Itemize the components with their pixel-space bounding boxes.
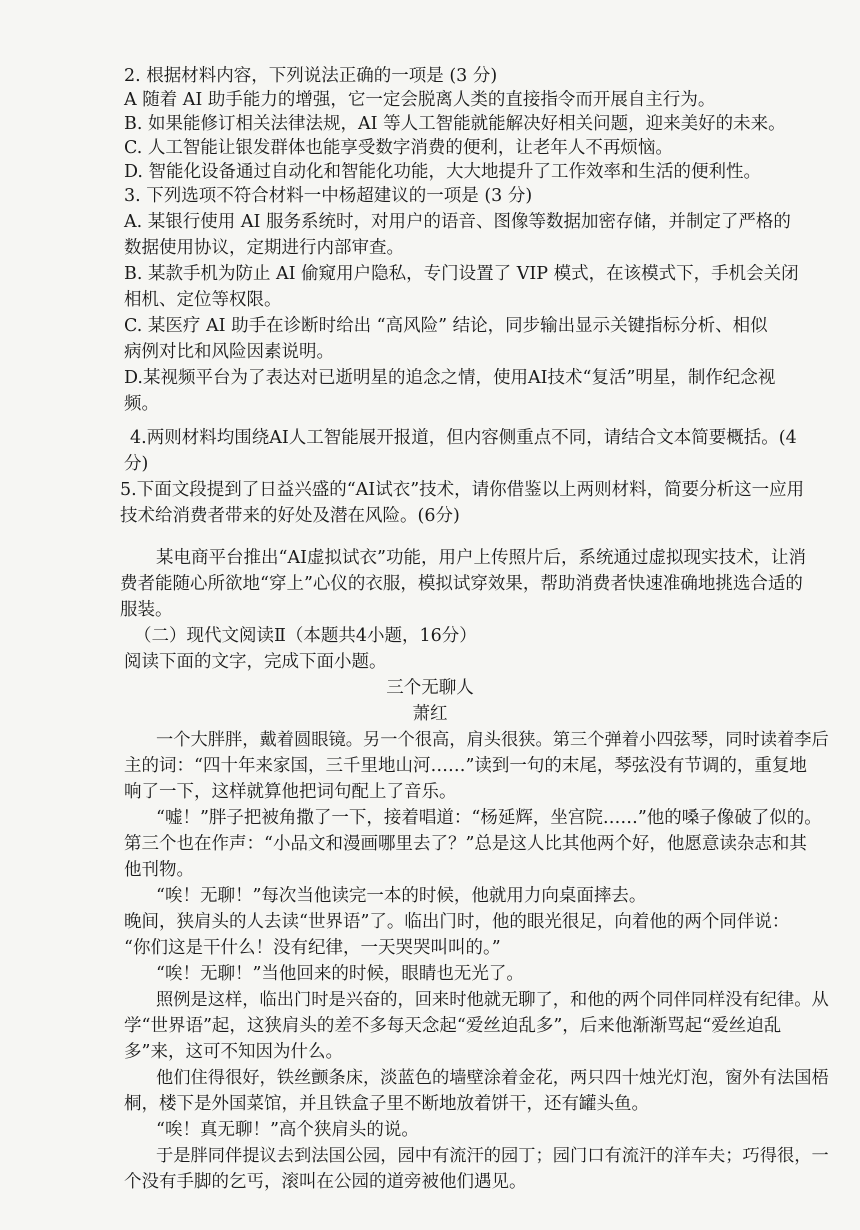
story-line: 他刊物。	[124, 860, 194, 880]
question-3-option-d: D.某视频平台为了表达对已逝明星的追念之情，使用AI技术“复活”明星，制作纪念视	[124, 368, 776, 388]
story-line: 晚间，狭肩头的人去读“世界语”了。临出门时，他的眼光很足，向着他的两个同伴说：	[124, 912, 790, 932]
story-line: 一个大胖胖，戴着圆眼镜。另一个很高，肩头很狭。第三个弹着小四弦琴，同时读着李后	[156, 730, 829, 750]
story-line: 学“世界语”起，这狭肩头的差不多每天念起“爱丝迫乱多”，后来他渐渐骂起“爱丝迫乱	[124, 1016, 782, 1036]
question-4: 4.两则材料均围绕AI人工智能展开报道，但内容侧重点不同，请结合文本简要概括。(4	[130, 428, 797, 448]
question-3-option-d-cont: 频。	[124, 394, 159, 414]
story-line: 多”来，这可不知因为什么。	[124, 1042, 343, 1062]
question-5-cont: 技术给消费者带来的好处及潜在风险。(6分)	[120, 506, 460, 526]
story-line: “唉！无聊！”每次当他读完一本的时候，他就用力向桌面摔去。	[156, 886, 647, 906]
section-instruction: 阅读下面的文字，完成下面小题。	[124, 652, 387, 672]
story-line: “唉！真无聊！”高个狭肩头的说。	[156, 1120, 419, 1140]
passage-line-2: 费者能随心所欲地“穿上”心仪的衣服，模拟试穿效果，帮助消费者快速准确地挑选合适的	[120, 574, 803, 594]
question-4-cont: 分)	[124, 454, 149, 474]
question-2-option-d: D. 智能化设备通过自动化和智能化功能，大大地提升了工作效率和生活的便利性。	[124, 162, 762, 182]
question-3-option-b: B. 某款手机为防止 AI 偷窥用户隐私，专门设置了 VIP 模式，在该模式下，手机会关闭	[124, 264, 799, 284]
question-3-stem: 3. 下列选项不符合材料一中杨超建议的一项是 (3 分)	[124, 186, 533, 206]
story-line: “你们这是干什么！没有纪律，一天哭哭叫叫的。”	[124, 938, 501, 958]
story-line: “唉！无聊！”当他回来的时候，眼睛也无光了。	[156, 964, 524, 984]
question-3-option-a-cont: 数据使用协议，定期进行内部审查。	[124, 238, 404, 258]
story-title: 三个无聊人	[386, 678, 474, 698]
story-line: 个没有手脚的乞丐，滚叫在公园的道旁被他们遇见。	[124, 1172, 527, 1192]
question-2-option-a: A 随着 AI 助手能力的增强，它一定会脱离人类的直接指令而开展自主行为。	[124, 90, 716, 110]
question-3-option-a: A. 某银行使用 AI 服务系统时，对用户的语音、图像等数据加密存储，并制定了严格的	[124, 212, 791, 232]
question-5: 5.下面文段提到了日益兴盛的“AI试衣”技术，请你借鉴以上两则材料，简要分析这一应用	[120, 480, 805, 500]
story-line: 于是胖同伴提议去到法国公园，园中有流汗的园丁；园门口有流汗的洋车夫；巧得很，一	[156, 1146, 829, 1166]
story-line: 桐，楼下是外国菜馆，并且铁盒子里不断地放着饼干，还有罐头鱼。	[124, 1094, 649, 1114]
passage-line-1: 某电商平台推出“AI虚拟试衣”功能，用户上传照片后，系统通过虚拟现实技术，让消	[156, 548, 806, 568]
story-author: 萧红	[412, 704, 448, 724]
story-line: 第三个也在作声：“小品文和漫画哪里去了？”总是这人比其他两个好，他愿意读杂志和其	[124, 834, 807, 854]
story-line: 主的词：“四十年来家国，三千里地山河……”读到一句的末尾，琴弦没有节调的，重复地	[124, 756, 807, 776]
question-2-stem: 2. 根据材料内容，下列说法正确的一项是 (3 分)	[124, 66, 498, 86]
story-line: 响了一下，这样就算他把词句配上了音乐。	[124, 782, 457, 802]
passage-line-3: 服装。	[120, 600, 173, 620]
question-3-option-c: C. 某医疗 AI 助手在诊断时给出 “高风险” 结论，同步输出显示关键指标分析、相似	[124, 316, 768, 336]
question-2-option-c: C. 人工智能让银发群体也能享受数字消费的便利，让老年人不再烦恼。	[124, 138, 673, 158]
story-line: 他们住得很好，铁丝颤条床，淡蓝色的墙壁涂着金花，两只四十烛光灯泡，窗外有法国梧	[156, 1068, 829, 1088]
story-line: “嘘！”胖子把被角撒了一下，接着唱道：“杨延辉，坐宫院……”他的嗓子像破了似的。	[156, 808, 822, 828]
story-line: 照例是这样，临出门时是兴奋的，回来时他就无聊了，和他的两个同伴同样没有纪律。从	[156, 990, 829, 1010]
question-2-option-b: B. 如果能修订相关法律法规，AI 等人工智能就能解决好相关问题，迎来美好的未来。	[124, 114, 786, 134]
section-heading: （二）现代文阅读Ⅱ（本题共4小题，16分）	[134, 626, 477, 646]
question-3-option-c-cont: 病例对比和风险因素说明。	[124, 342, 334, 362]
question-3-option-b-cont: 相机、定位等权限。	[124, 290, 282, 310]
